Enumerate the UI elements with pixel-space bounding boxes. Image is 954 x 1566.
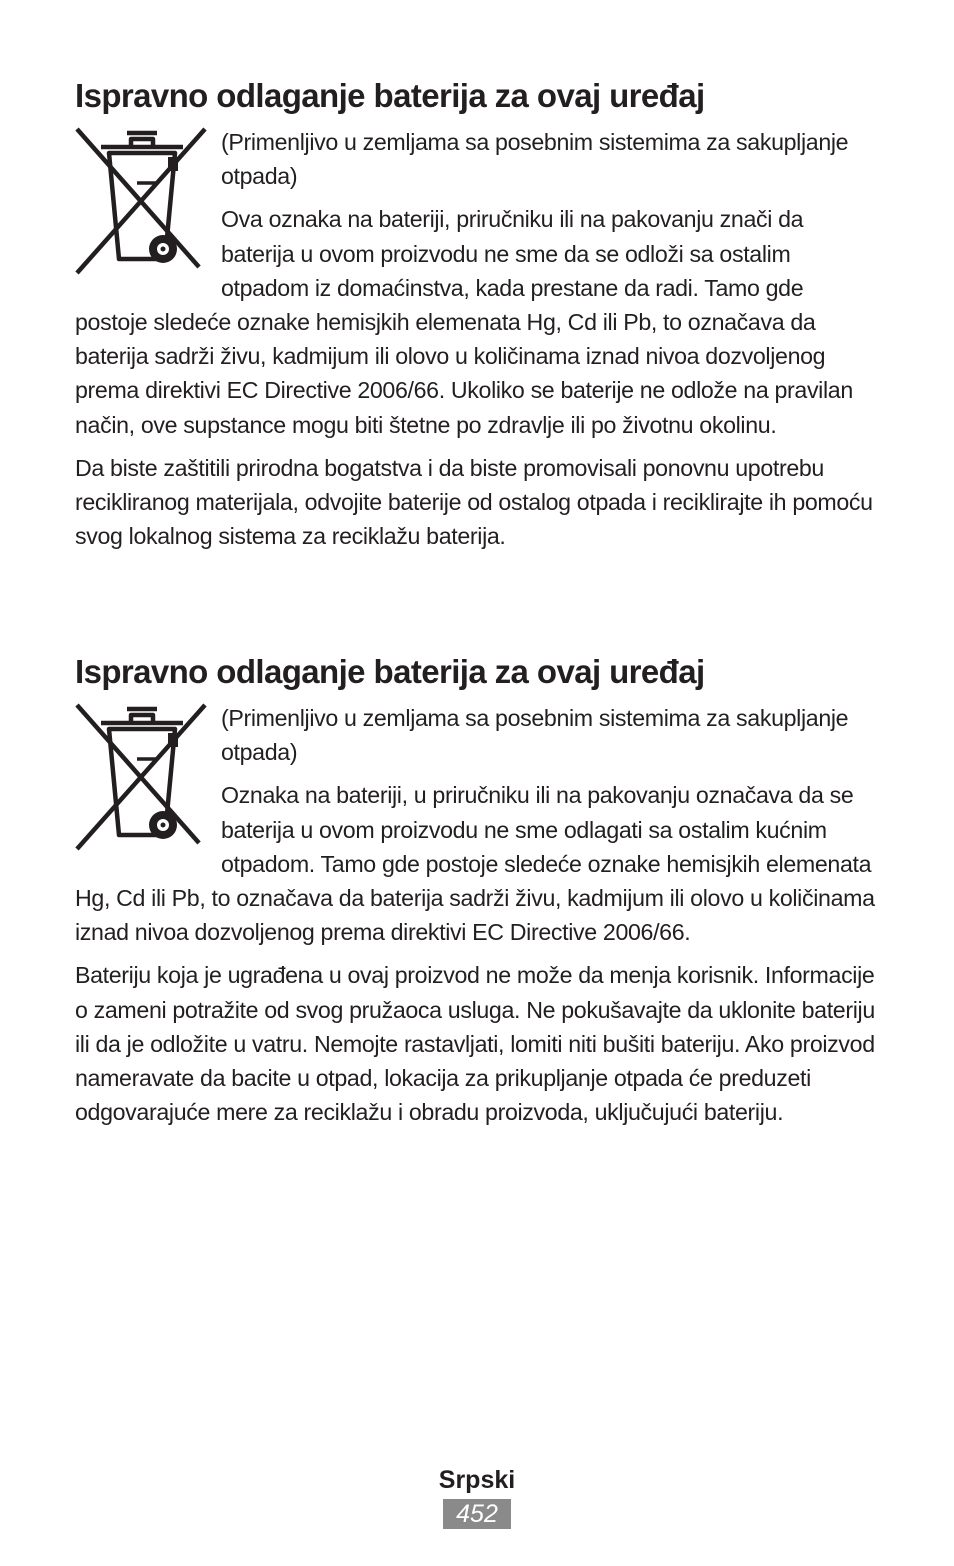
applicability-note: (Primenljivo u zemljama sa posebnim sistemima za sakupljanje otpada) [221,705,849,766]
built-in-battery-paragraph: Bateriju koja je ugrađena u ovaj proizvod ne može da menja korisnik. Informacije o zameni potražite od svog pružaoca usluga. Ne pokušavajte da uklonite bateriju ili da je odložite u vatru. Nemojte rastavljati, lomiti niti bušiti bateriju. Ako proizvod nameravate da bacite u otpad, lokacija za prikupljanje otpada će preduzeti odgovarajuće mere za reciklažu i obradu proizvoda, uključujući bateriju. [75,962,875,1126]
disposal-paragraph: Ova oznaka na bateriji, priručniku ili na pakovanju znači da baterija u ovom proizvodu ne sme da se odloži sa ostalim otpadom iz domaćinstva, kada prestane da radi. Tamo gde postoje sledeće oznake hemisjkih elemenata Hg, Cd ili Pb, to označava da baterija sadrži živu, kadmijum ili olovo u količinama iznad nivoa dozvoljenog prema direktivi EC Directive 2006/66. Ukoliko se baterije ne odlože na pravilan način, ove supstance mogu biti štetne po zdravlje ili po životnu okolinu. [75,206,853,438]
section-title: Ispravno odlaganje baterija za ovaj uređaj [75,653,705,690]
battery-disposal-section-2 [75,648,880,1138]
recycling-paragraph: Da biste zaštitili prirodna bogatstva i da biste promovisali ponovnu upotrebu recikliranog materijala, odvojite baterije od ostalog otpada i reciklirajte ih pomoću svog lokalnog sistema za reciklažu baterija. [75,454,873,550]
crossed-out-bin-icon [75,703,207,851]
applicability-note: (Primenljivo u zemljama sa posebnim sistemima za sakupljanje otpada) [221,129,849,190]
battery-disposal-section-1 [75,72,880,562]
page-number: 452 [443,1499,511,1529]
page-footer [0,1463,954,1529]
footer-language: Srpski [438,1466,516,1494]
disposal-paragraph: Oznaka na bateriji, u priručniku ili na pakovanju označava da se baterija u ovom proizvodu ne sme odlagati sa ostalim kućnim otpadom. Tamo gde postoje sledeće oznake hemisjkih elemenata Hg, Cd ili Pb, to označava da baterija sadrži živu, kadmijum ili olovo u količinama iznad nivoa dozvoljenog prema direktivi EC Directive 2006/66. [75,782,875,946]
section-title: Ispravno odlaganje baterija za ovaj uređaj [75,77,705,114]
crossed-out-bin-icon [75,127,207,275]
